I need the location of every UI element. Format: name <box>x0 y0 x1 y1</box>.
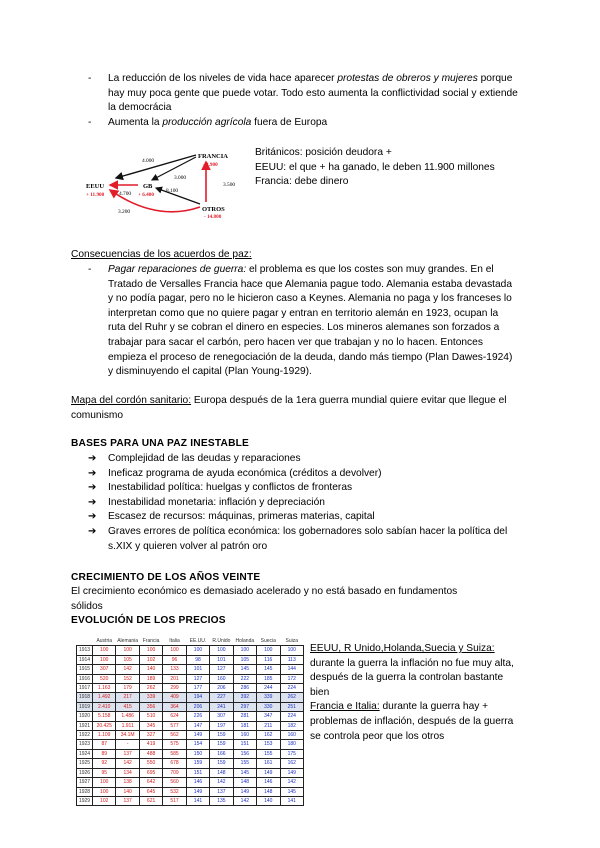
price-value-cell: 419 <box>139 740 162 749</box>
price-value-cell: 227 <box>210 693 233 702</box>
price-value-cell: 100 <box>93 787 116 796</box>
price-year-cell: 1926 <box>77 768 93 777</box>
price-value-cell: 159 <box>210 740 233 749</box>
price-value-cell: 189 <box>139 674 162 683</box>
dash-marker: - <box>88 264 92 275</box>
price-value-cell: 142 <box>233 796 256 805</box>
price-table-row <box>77 655 304 664</box>
price-value-cell: 201 <box>163 674 186 683</box>
price-value-cell: 194 <box>186 693 209 702</box>
price-value-cell: 100 <box>116 646 139 655</box>
flow-label-francia-gb: 3.000 <box>174 175 187 181</box>
price-value-cell: 161 <box>257 759 280 768</box>
price-value-cell: 206 <box>210 684 233 693</box>
price-value-cell: 307 <box>93 665 116 674</box>
price-value-cell: 137 <box>116 749 139 758</box>
price-value-cell: 262 <box>280 693 304 702</box>
price-table-row <box>77 674 304 683</box>
price-value-cell: 100 <box>139 646 162 655</box>
price-value-cell: 156 <box>233 749 256 758</box>
price-value-cell: 181 <box>233 721 256 730</box>
price-value-cell: 621 <box>139 796 162 805</box>
price-value-cell: 281 <box>233 712 256 721</box>
price-value-cell: 339 <box>257 693 280 702</box>
price-value-cell: 152 <box>116 674 139 683</box>
consequence-emphasis: Pagar reparaciones de guerra: <box>108 264 247 275</box>
price-value-cell: 100 <box>93 778 116 787</box>
price-value-cell: 127 <box>186 674 209 683</box>
price-year-cell: 1913 <box>77 646 93 655</box>
balance-eeuu: + 11.900 <box>86 192 105 198</box>
price-value-cell: 224 <box>280 712 304 721</box>
bullet-text: fuera de Europa <box>251 116 328 128</box>
price-value-cell: 134 <box>116 768 139 777</box>
price-value-cell: 100 <box>93 646 116 655</box>
price-year-cell: 1924 <box>77 749 93 758</box>
arrow-bullet-icon: ➔ <box>88 496 97 508</box>
price-value-cell: 222 <box>233 674 256 683</box>
price-value-cell: 345 <box>139 721 162 730</box>
crecimiento-text: El crecimiento económico es demasiado acelerado y no está basado en fundamentos sólidos <box>71 586 458 612</box>
price-value-cell: 154 <box>186 740 209 749</box>
price-table-header <box>77 637 304 646</box>
price-year-cell: 1916 <box>77 674 93 683</box>
price-header-cell: Suiza <box>285 638 298 644</box>
price-value-cell: 105 <box>233 655 256 664</box>
bases-item <box>88 525 518 554</box>
price-value-cell: 327 <box>139 731 162 740</box>
price-value-cell: 142 <box>116 759 139 768</box>
price-header-cell: Italia <box>169 638 180 644</box>
price-value-cell: 160 <box>210 674 233 683</box>
price-value-cell: 87 <box>93 740 116 749</box>
price-value-cell: 144 <box>280 665 304 674</box>
debt-notes <box>255 146 555 190</box>
price-value-cell: 415 <box>116 702 139 711</box>
price-value-cell: 1.163 <box>93 684 116 693</box>
price-value-cell: 155 <box>257 749 280 758</box>
price-value-cell: 211 <box>257 721 280 730</box>
price-header-blank <box>77 637 93 646</box>
bases-item-text: Ineficaz programa de ayuda económica (créditos a devolver) <box>108 467 382 479</box>
price-value-cell: 392 <box>233 693 256 702</box>
consequence-item <box>88 263 518 380</box>
price-value-cell: 224 <box>280 684 304 693</box>
flow-label-otros-eeuu: 3.200 <box>118 209 131 215</box>
price-value-cell: 159 <box>210 731 233 740</box>
price-year-cell: 1918 <box>77 693 93 702</box>
price-value-cell: 100 <box>257 646 280 655</box>
flow-label-gb-eeuu: 4.700 <box>119 191 132 197</box>
consequences-list <box>88 263 518 380</box>
price-header-cell: R.Unido <box>212 638 231 644</box>
arrow-bullet-icon: ➔ <box>88 525 97 537</box>
price-table-row <box>77 778 304 787</box>
price-value-cell: 151 <box>186 768 209 777</box>
bullet-emphasis: producción agrícola <box>162 116 252 128</box>
price-value-cell: 148 <box>257 787 280 796</box>
price-value-cell: 140 <box>139 665 162 674</box>
bases-item <box>88 467 518 482</box>
price-table-row <box>77 796 304 805</box>
price-value-cell: 116 <box>257 655 280 664</box>
price-value-cell: 180 <box>280 740 304 749</box>
price-value-cell: 577 <box>163 721 186 730</box>
price-value-cell: 153 <box>257 740 280 749</box>
price-value-cell: 100 <box>210 646 233 655</box>
price-year-cell: 1929 <box>77 796 93 805</box>
arrow-bullet-icon: ➔ <box>88 467 97 479</box>
arrow-bullet-icon: ➔ <box>88 482 97 494</box>
price-value-cell: 141 <box>280 796 304 805</box>
price-value-cell: 197 <box>210 721 233 730</box>
price-value-cell: 127 <box>210 665 233 674</box>
price-value-cell: 141 <box>186 796 209 805</box>
note-b-heading: Francia e Italia: <box>310 701 380 713</box>
price-table-row <box>77 665 304 674</box>
price-value-cell: 307 <box>210 712 233 721</box>
price-value-cell: 560 <box>163 778 186 787</box>
arrow-bullet-icon: ➔ <box>88 453 97 464</box>
price-value-cell: 140 <box>257 796 280 805</box>
price-value-cell: 159 <box>186 759 209 768</box>
price-value-cell: 142 <box>116 665 139 674</box>
price-value-cell: 149 <box>186 787 209 796</box>
price-value-cell: 550 <box>139 759 162 768</box>
precios-title: EVOLUCIÓN DE LOS PRECIOS <box>71 615 226 626</box>
war-debt-flow-diagram <box>86 140 252 232</box>
price-value-cell: 149 <box>233 787 256 796</box>
price-value-cell: 102 <box>139 655 162 664</box>
price-value-cell: 177 <box>186 684 209 693</box>
price-value-cell: 330 <box>257 702 280 711</box>
price-value-cell: 101 <box>210 655 233 664</box>
price-value-cell: 1.911 <box>116 721 139 730</box>
price-year-cell: 1917 <box>77 684 93 693</box>
price-value-cell: 160 <box>280 731 304 740</box>
price-value-cell: 409 <box>163 693 186 702</box>
price-value-cell: 162 <box>280 759 304 768</box>
intro-bullet <box>88 72 518 116</box>
price-value-cell: 510 <box>139 712 162 721</box>
bases-list <box>88 452 518 554</box>
price-value-cell: 105 <box>116 655 139 664</box>
price-value-cell: 34.1M <box>116 731 139 740</box>
price-value-cell: 678 <box>163 759 186 768</box>
price-table-row <box>77 693 304 702</box>
bases-item-text: Inestabilidad política: huelgas y conflictos de fronteras <box>108 482 353 494</box>
price-table-row <box>77 759 304 768</box>
price-value-cell: 159 <box>210 759 233 768</box>
price-value-cell: 100 <box>163 646 186 655</box>
price-value-cell: 135 <box>210 796 233 805</box>
bases-title: BASES PARA UNA PAZ INESTABLE <box>71 438 250 449</box>
price-value-cell: 98 <box>186 655 209 664</box>
price-value-cell: 695 <box>139 768 162 777</box>
price-value-cell: 148 <box>210 768 233 777</box>
price-value-cell: 149 <box>186 731 209 740</box>
price-value-cell: 1.492 <box>93 693 116 702</box>
price-value-cell: 2.410 <box>93 702 116 711</box>
price-value-cell: 206 <box>186 702 209 711</box>
bases-item-text: Complejidad de las deudas y reparaciones <box>108 453 301 464</box>
note-a-text: durante la guerra la inflación no fue muy alta, después de la guerra la controlan bastante bien <box>310 657 514 698</box>
price-value-cell: 102 <box>93 796 116 805</box>
precios-note-b <box>310 700 520 744</box>
price-value-cell: 142 <box>280 778 304 787</box>
price-value-cell: 182 <box>280 721 304 730</box>
price-value-cell: 145 <box>233 665 256 674</box>
price-table-row <box>77 646 304 655</box>
price-value-cell: 488 <box>139 749 162 758</box>
price-value-cell: 645 <box>139 787 162 796</box>
cordon-paragraph <box>71 394 521 423</box>
price-table-row <box>77 712 304 721</box>
price-value-cell: 709 <box>163 768 186 777</box>
price-header-cell: Holanda <box>235 638 255 644</box>
bases-item-text: Graves errores de política económica: los gobernadores solo sabían hacer la política del s.XIX y quieren volver al patrón oro <box>108 525 508 552</box>
price-value-cell: 241 <box>210 702 233 711</box>
price-value-cell: 262 <box>139 684 162 693</box>
price-value-cell: 100 <box>280 646 304 655</box>
debt-note: Francia: debe dinero <box>255 176 349 188</box>
bullet-text: La reducción de los niveles de vida hace aparecer <box>108 73 338 84</box>
price-value-cell: 364 <box>163 702 186 711</box>
price-table-body <box>77 646 304 806</box>
node-francia: FRANCIA <box>198 153 228 160</box>
bullet-emphasis: protestas de obreros y mujeres <box>337 73 478 84</box>
node-otros: OTROS <box>202 206 225 213</box>
dash-marker: - <box>88 73 92 84</box>
dash-marker: - <box>88 116 92 128</box>
price-year-cell: 1923 <box>77 740 93 749</box>
balance-gb: + 6.400 <box>138 192 154 198</box>
price-value-cell: 339 <box>139 693 162 702</box>
node-eeuu: EEUU <box>86 183 105 190</box>
price-table <box>76 637 304 806</box>
price-year-cell: 1927 <box>77 778 93 787</box>
price-value-cell: 137 <box>116 796 139 805</box>
crecimiento-title: CRECIMIENTO DE LOS AÑOS VEINTE <box>71 572 261 583</box>
price-value-cell: 146 <box>186 778 209 787</box>
price-value-cell: 150 <box>186 749 209 758</box>
price-year-cell: 1915 <box>77 665 93 674</box>
bases-item <box>88 496 518 511</box>
price-year-cell: 1925 <box>77 759 93 768</box>
flow-label-francia-eeuu: 4.000 <box>142 158 155 164</box>
price-value-cell: 149 <box>257 768 280 777</box>
price-value-cell: 347 <box>257 712 280 721</box>
price-value-cell: - <box>116 740 139 749</box>
price-value-cell: 532 <box>163 787 186 796</box>
price-value-cell: 575 <box>163 740 186 749</box>
price-value-cell: 100 <box>93 655 116 664</box>
price-value-cell: 146 <box>257 778 280 787</box>
node-gb: GB <box>143 183 153 190</box>
price-value-cell: 251 <box>280 702 304 711</box>
price-value-cell: 642 <box>139 778 162 787</box>
price-year-cell: 1928 <box>77 787 93 796</box>
price-value-cell: 100 <box>186 646 209 655</box>
price-header-cell: Alemania <box>117 638 139 644</box>
price-value-cell: 162 <box>257 731 280 740</box>
price-value-cell: 297 <box>233 702 256 711</box>
price-table-row <box>77 768 304 777</box>
price-table-row <box>77 787 304 796</box>
bullet-text: Aumenta la <box>108 116 163 128</box>
price-year-cell: 1919 <box>77 702 93 711</box>
price-table-row <box>77 684 304 693</box>
price-value-cell: 624 <box>163 712 186 721</box>
price-value-cell: 137 <box>210 787 233 796</box>
price-year-cell: 1921 <box>77 721 93 730</box>
price-value-cell: 185 <box>257 674 280 683</box>
price-table-row <box>77 740 304 749</box>
price-value-cell: 244 <box>257 684 280 693</box>
price-value-cell: 299 <box>163 684 186 693</box>
debt-note: Británicos: posición deudora + <box>255 147 392 158</box>
price-value-cell: 142 <box>210 778 233 787</box>
price-table-row <box>77 749 304 758</box>
bullet-text: porque hay muy poca gente que puede votar. Todo esto aumenta la conflictividad social y extiende la democrácia <box>108 73 518 114</box>
price-value-cell: 101 <box>186 665 209 674</box>
price-value-cell: 217 <box>116 693 139 702</box>
consequence-text: el problema es que los costes son muy grandes. En el Tratado de Versalles Francia hace que Alemania pague todo. Alemania estaba devastada y no podía pagar, pero no le hicieron caso a Keynes. Alemania no paga y los franceses lo interpretan como que no quiere pagar y entran en territorio alemán en 1923, ocupan la ruta del Ruhr y se cobran el dinero en especies. Los mineros alemanes son forzados a trabajar para sacar el carbón, pero hacen ver que trabajan y no lo hacen. Entonces empieza el proceso de renegociación de la deuda, dando más tiempo (Plan Dawes-1924) y disminuyendo el capital (Plan Young-1929). <box>108 264 513 378</box>
bases-item <box>88 452 518 467</box>
price-header-cell: Austria <box>96 638 112 644</box>
price-value-cell: 138 <box>116 778 139 787</box>
precios-note-a <box>310 642 520 700</box>
price-value-cell: 148 <box>233 778 256 787</box>
note-a-heading: EEUU, R Unido,Holanda,Suecia y Suiza: <box>310 643 495 654</box>
price-table-row <box>77 702 304 711</box>
price-value-cell: 226 <box>186 712 209 721</box>
price-value-cell: 520 <box>93 674 116 683</box>
balance-francia: - 3.900 <box>203 162 218 168</box>
debt-note: EEUU: el que + ha ganado, le deben 11.900 millones <box>255 161 495 173</box>
price-table-row <box>77 731 304 740</box>
bases-item <box>88 510 518 525</box>
price-year-cell: 1920 <box>77 712 93 721</box>
price-value-cell: 160 <box>233 731 256 740</box>
price-value-cell: 585 <box>163 749 186 758</box>
price-value-cell: 517 <box>163 796 186 805</box>
intro-bullet <box>88 116 518 131</box>
bases-item <box>88 481 518 496</box>
price-value-cell: 286 <box>233 684 256 693</box>
consequences-heading: Consecuencias de los acuerdos de paz: <box>71 249 252 260</box>
flow-label-otros-gb: 8.100 <box>166 188 179 194</box>
price-year-cell: 1914 <box>77 655 93 664</box>
price-value-cell: 155 <box>233 759 256 768</box>
arrow-bullet-icon: ➔ <box>88 511 97 523</box>
price-value-cell: 100 <box>233 646 256 655</box>
precios-notes <box>310 642 520 744</box>
price-value-cell: 5.158 <box>93 712 116 721</box>
price-value-cell: 149 <box>280 768 304 777</box>
price-value-cell: 113 <box>280 655 304 664</box>
bases-item-text: Escasez de recursos: máquinas, primeras materias, capital <box>108 511 375 523</box>
price-value-cell: 133 <box>163 665 186 674</box>
price-header-cell: EE.UU. <box>189 638 207 644</box>
price-value-cell: 175 <box>280 749 304 758</box>
price-value-cell: 151 <box>233 740 256 749</box>
flow-label-otros-francia: 3.500 <box>223 182 236 188</box>
price-value-cell: 1.486 <box>116 712 139 721</box>
intro-bullet-list <box>88 72 518 130</box>
price-value-cell: 92 <box>93 759 116 768</box>
note-b-text: durante la guerra hay + problemas de inflación, después de la guerra se controla peor que los otros <box>310 701 514 742</box>
price-value-cell: 145 <box>257 665 280 674</box>
price-value-cell: 356 <box>139 702 162 711</box>
price-value-cell: 89 <box>93 749 116 758</box>
price-value-cell: 179 <box>116 684 139 693</box>
price-value-cell: 1.109 <box>93 731 116 740</box>
price-value-cell: 145 <box>280 787 304 796</box>
cordon-text: Europa después de la 1era guerra mundial quiere evitar que llegue el comunismo <box>71 395 507 421</box>
price-value-cell: 95 <box>93 768 116 777</box>
price-value-cell: 562 <box>163 731 186 740</box>
price-header-cell: Suecia <box>260 638 276 644</box>
price-value-cell: 140 <box>116 787 139 796</box>
price-value-cell: 147 <box>186 721 209 730</box>
price-year-cell: 1922 <box>77 731 93 740</box>
price-value-cell: 20.425 <box>93 721 116 730</box>
price-value-cell: 166 <box>210 749 233 758</box>
price-header-cell: Francia <box>142 638 160 644</box>
price-value-cell: 172 <box>280 674 304 683</box>
bases-item-text: Inestabilidad monetaria: inflación y depreciación <box>108 496 325 508</box>
price-value-cell: 145 <box>233 768 256 777</box>
cordon-heading: Mapa del cordón sanitario: <box>71 395 192 406</box>
balance-otros: - 14.800 <box>204 214 222 220</box>
price-table-row <box>77 721 304 730</box>
price-value-cell: 96 <box>163 655 186 664</box>
